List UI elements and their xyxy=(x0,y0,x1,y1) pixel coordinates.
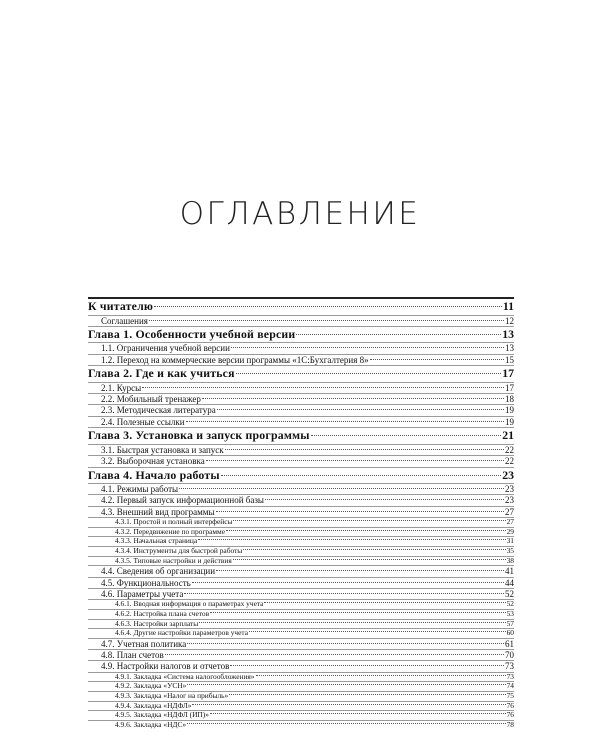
toc-entry-title: Глава 1. Особенности учебной версии xyxy=(88,326,296,341)
toc-page-number: 52 xyxy=(505,588,514,599)
toc-page-number: 60 xyxy=(506,629,514,638)
toc-page-number: 74 xyxy=(506,682,514,691)
toc-page-number: 22 xyxy=(505,444,514,455)
toc-dot-leader xyxy=(179,488,504,489)
toc-dot-leader xyxy=(226,530,506,531)
toc-page-number: 61 xyxy=(505,638,514,649)
toc-dot-leader xyxy=(230,665,504,666)
toc-entry-title: 4.7. Учетная политика xyxy=(101,638,187,649)
toc-entry-title: 4.2. Первый запуск информационной базы xyxy=(101,495,264,506)
toc-subsection-entry xyxy=(88,673,514,683)
toc-entry-title: 4.9.5. Закладка «НДФЛ (ИП)» xyxy=(115,711,209,720)
toc-page-number: 27 xyxy=(506,518,514,527)
toc-page-number: 70 xyxy=(505,650,514,661)
toc-dot-leader xyxy=(186,421,504,422)
toc-section-entry xyxy=(88,355,514,366)
toc-page-number: 76 xyxy=(506,701,514,710)
toc-page-number: 52 xyxy=(506,600,514,609)
toc-dot-leader xyxy=(217,409,504,410)
toc-section-entry xyxy=(88,445,514,456)
toc-dot-leader xyxy=(296,334,501,335)
toc-entry-title: К читателю xyxy=(88,299,154,313)
toc-page-number: 19 xyxy=(505,416,514,427)
toc-section-entry xyxy=(88,316,514,327)
toc-page-number: 73 xyxy=(506,672,514,681)
toc-dot-leader xyxy=(221,475,501,476)
toc-dot-leader xyxy=(256,675,506,676)
toc-entry-title: 1.1. Ограничения учебной версии xyxy=(101,343,230,354)
toc-page-number: 78 xyxy=(506,720,514,729)
toc-dot-leader xyxy=(199,622,505,623)
toc-entry-title: 4.9. Настройки налогов и отчетов xyxy=(101,661,230,672)
toc-dot-leader xyxy=(243,549,505,550)
toc-dot-leader xyxy=(210,713,506,714)
toc-subsection-entry xyxy=(88,620,514,630)
toc-chapter-entry xyxy=(88,366,514,383)
toc-dot-leader xyxy=(311,435,502,436)
toc-dot-leader xyxy=(192,582,504,583)
toc-entry-title: 4.9.4. Закладка «НДФЛ» xyxy=(115,701,192,710)
toc-page-number: 41 xyxy=(505,566,514,577)
toc-dot-leader xyxy=(198,539,505,540)
toc-entry-title: 4.9.6. Закладка «НДС» xyxy=(115,720,187,729)
toc-entry-title: 4.9.2. Закладка «УСН» xyxy=(115,682,187,691)
toc-subsection-entry xyxy=(88,702,514,712)
toc-entry-title: 4.9.1. Закладка «Система налогообложения» xyxy=(115,672,255,681)
toc-page-number: 31 xyxy=(506,537,514,546)
toc-entry-title: 4.3.4. Инструменты для быстрой работы xyxy=(115,546,243,555)
toc-page-number: 19 xyxy=(505,405,514,416)
toc-subsection-entry xyxy=(88,692,514,702)
toc-entry-title: 2.3. Методическая литература xyxy=(101,405,216,416)
table-of-contents xyxy=(88,297,514,729)
toc-page-number: 76 xyxy=(506,711,514,720)
toc-entry-title: 2.1. Курсы xyxy=(101,382,142,393)
toc-entry-title: Глава 4. Начало работы xyxy=(88,467,220,482)
toc-entry-title: 4.1. Режимы работы xyxy=(101,484,179,495)
toc-dot-leader xyxy=(249,631,506,632)
toc-section-entry xyxy=(88,589,514,600)
toc-page-number: 29 xyxy=(506,527,514,536)
toc-section-entry xyxy=(88,661,514,672)
toc-chapter-entry xyxy=(88,468,514,485)
toc-dot-leader xyxy=(142,387,504,388)
toc-page-number: 12 xyxy=(505,315,514,326)
toc-entry-title: 4.9.3. Закладка «Налог на прибыль» xyxy=(115,692,229,701)
toc-entry-title: 4.6. Параметры учета xyxy=(101,588,184,599)
toc-entry-title: 1.2. Переход на коммерческие версии программы «1С:Бухгалтерия 8» xyxy=(101,354,369,365)
toc-section-entry xyxy=(88,383,514,394)
toc-entry-title: 4.6.1. Вводная информация о параметрах учета xyxy=(115,600,264,609)
toc-page-number: 13 xyxy=(505,343,514,354)
toc-dot-leader xyxy=(370,359,504,360)
toc-dot-leader xyxy=(187,723,506,724)
toc-page-number: 17 xyxy=(505,382,514,393)
toc-dot-leader xyxy=(149,320,504,321)
toc-entry-title: 4.3.5. Типовые настройки и действия xyxy=(115,556,232,565)
toc-page-number: 53 xyxy=(506,609,514,618)
toc-dot-leader xyxy=(264,602,505,603)
toc-page-number: 17 xyxy=(502,366,514,381)
toc-subsection-entry xyxy=(88,610,514,620)
toc-dot-leader xyxy=(233,559,506,560)
toc-chapter-entry xyxy=(88,299,514,316)
toc-page-number: 23 xyxy=(505,495,514,506)
toc-section-entry xyxy=(88,417,514,428)
toc-dot-leader xyxy=(265,499,504,500)
toc-subsection-entry xyxy=(88,711,514,721)
toc-page-number: 15 xyxy=(505,354,514,365)
toc-entry-title: 4.5. Функциональность xyxy=(101,577,191,588)
toc-section-entry xyxy=(88,507,514,518)
toc-chapter-entry xyxy=(88,428,514,445)
toc-subsection-entry xyxy=(88,600,514,610)
toc-entry-title: 3.2. Выборочная установка xyxy=(101,456,205,467)
toc-entry-title: Глава 3. Установка и запуск программы xyxy=(88,428,310,443)
toc-dot-leader xyxy=(187,643,504,644)
toc-section-entry xyxy=(88,578,514,589)
toc-entry-title: 3.1. Быстрая установка и запуск xyxy=(101,444,224,455)
toc-page-number: 27 xyxy=(505,506,514,517)
toc-subsection-entry xyxy=(88,537,514,547)
toc-section-entry xyxy=(88,639,514,650)
toc-dot-leader xyxy=(216,511,504,512)
toc-section-entry xyxy=(88,405,514,416)
toc-subsection-entry xyxy=(88,557,514,567)
toc-entry-title: 4.3.1. Простой и полный интерфейсы xyxy=(115,518,233,527)
toc-entry-title: 4.4. Сведения об организации xyxy=(101,566,216,577)
toc-page-number: 18 xyxy=(505,394,514,405)
toc-entry-title: Глава 2. Где и как учиться xyxy=(88,366,235,381)
toc-dot-leader xyxy=(187,684,505,685)
toc-page-number: 57 xyxy=(506,619,514,628)
toc-dot-leader xyxy=(184,593,504,594)
toc-section-entry xyxy=(88,456,514,467)
toc-entry-title: 4.8. План счетов xyxy=(101,650,164,661)
toc-page-number: 13 xyxy=(502,326,514,341)
toc-section-entry xyxy=(88,566,514,577)
toc-dot-leader xyxy=(192,704,505,705)
toc-section-entry xyxy=(88,394,514,405)
toc-page-number: 44 xyxy=(505,577,514,588)
toc-page-number: 73 xyxy=(505,661,514,672)
toc-dot-leader xyxy=(154,306,502,307)
toc-dot-leader xyxy=(236,373,502,374)
toc-section-entry xyxy=(88,343,514,354)
toc-subsection-entry xyxy=(88,518,514,528)
toc-page-number: 21 xyxy=(502,428,514,443)
toc-chapter-entry xyxy=(88,327,514,344)
toc-dot-leader xyxy=(165,654,504,655)
toc-entry-title: 4.6.3. Настройки зарплаты xyxy=(115,619,199,628)
toc-entry-title: 4.6.2. Настройка плана счетов xyxy=(115,609,210,618)
toc-entry-title: 4.6.4. Другие настройки параметров учета xyxy=(115,629,249,638)
toc-page-number: 22 xyxy=(505,456,514,467)
toc-subsection-entry xyxy=(88,682,514,692)
toc-subsection-entry xyxy=(88,721,514,730)
toc-dot-leader xyxy=(233,520,505,521)
toc-dot-leader xyxy=(216,570,504,571)
toc-page-number: 38 xyxy=(506,556,514,565)
toc-section-entry xyxy=(88,650,514,661)
toc-dot-leader xyxy=(202,398,504,399)
toc-entry-title: 2.2. Мобильный тренажер xyxy=(101,394,201,405)
toc-page-number: 35 xyxy=(506,546,514,555)
toc-subsection-entry xyxy=(88,629,514,639)
toc-dot-leader xyxy=(210,612,506,613)
toc-entry-title: 4.3.3. Начальная страница xyxy=(115,537,198,546)
toc-entry-title: 4.3. Внешний вид программы xyxy=(101,506,215,517)
toc-entry-title: 2.4. Полезные ссылки xyxy=(101,416,185,427)
toc-page-number: 23 xyxy=(505,484,514,495)
toc-page-number: 23 xyxy=(502,467,514,482)
page-title: ОГЛАВЛЕНИЕ xyxy=(179,196,421,232)
toc-subsection-entry xyxy=(88,547,514,557)
toc-page-number: 11 xyxy=(502,299,514,313)
toc-dot-leader xyxy=(206,460,504,461)
toc-section-entry xyxy=(88,495,514,506)
toc-entry-title: Соглашения xyxy=(101,315,148,326)
toc-entry-title: 4.3.2. Передвижение по программе xyxy=(115,527,225,536)
toc-subsection-entry xyxy=(88,528,514,538)
toc-section-entry xyxy=(88,484,514,495)
toc-dot-leader xyxy=(229,694,505,695)
toc-page-number: 75 xyxy=(506,692,514,701)
toc-dot-leader xyxy=(225,449,504,450)
toc-dot-leader xyxy=(231,347,504,348)
